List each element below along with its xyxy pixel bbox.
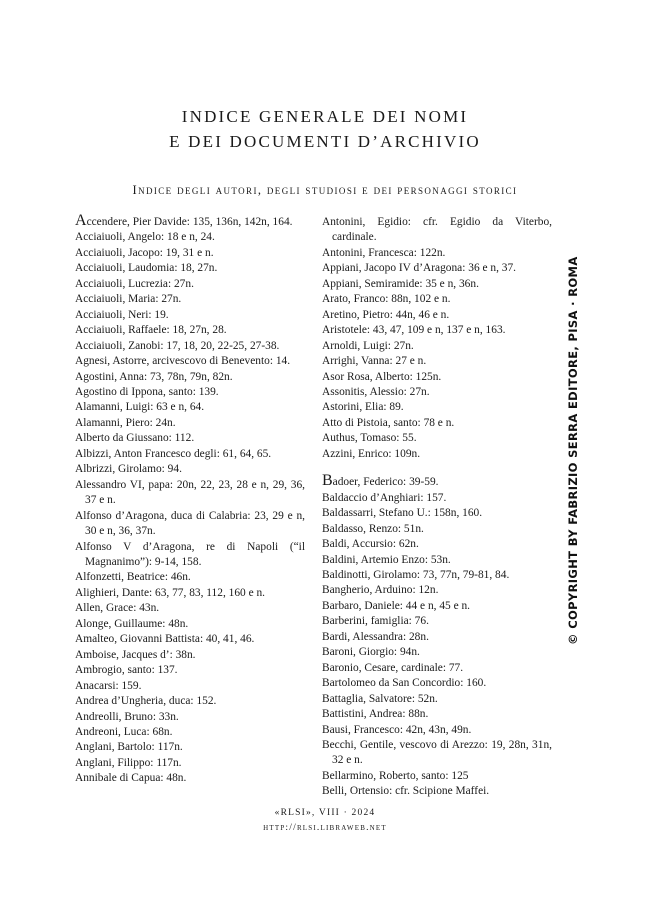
index-entry: Acciaiuoli, Neri: 19. [75,308,169,321]
index-entry: Amalteo, Giovanni Battista: 40, 41, 46. [75,633,255,646]
index-entry: Alfonso d’Aragona, duca di Calabria: 23, 29 e n, 30 e n, 36, 37n. [75,509,305,538]
index-entry: Baldasso, Renzo: 51n. [322,522,424,535]
index-entry: Badoer, Federico: 39-59. [322,472,439,490]
index-entry: Acciaiuoli, Lucrezia: 27n. [75,277,194,290]
index-entry: Baldinotti, Girolamo: 73, 77n, 79-81, 84. [322,568,510,581]
index-entry: Azzini, Enrico: 109n. [322,447,421,460]
index-entry: Bangherio, Arduino: 12n. [322,584,439,597]
index-entry: Andrea d’Ungheria, duca: 152. [75,695,217,708]
index-entry: Baldi, Accursio: 62n. [322,538,419,551]
index-entry: Atto di Pistoia, santo: 78 e n. [322,416,455,429]
index-entry: Anglani, Bartolo: 117n. [75,741,183,754]
index-entry: Albrizzi, Girolamo: 94. [75,463,182,476]
index-entry: Arrighi, Vanna: 27 e n. [322,355,427,368]
index-entry: Acciaiuoli, Raffaele: 18, 27n, 28. [75,324,227,337]
index-entry: Alfonzetti, Beatrice: 46n. [75,571,191,584]
index-entry: Albizzi, Anton Francesco degli: 61, 64, 65. [75,447,272,460]
index-entry: Barbaro, Daniele: 44 e n, 45 e n. [322,599,471,612]
index-entry: Bellarmino, Roberto, santo: 125 [322,769,469,782]
index-title-line-1: INDICE GENERALE DEI NOMI [181,107,469,126]
index-entry: Alamanni, Luigi: 63 e n, 64. [75,401,205,414]
index-entry: Andreolli, Bruno: 33n. [75,710,179,723]
index-entry: Anacarsi: 159. [75,679,142,692]
index-entry: Agostini, Anna: 73, 78n, 79n, 82n. [75,370,233,383]
index-entry: Baronio, Cesare, cardinale: 77. [322,661,464,674]
index-entry: Alonge, Guillaume: 48n. [75,617,189,630]
index-entry: Aretino, Pietro: 44n, 46 e n. [322,308,450,321]
index-title [0,104,650,154]
index-entry: Bausi, Francesco: 42n, 43n, 49n. [322,723,472,736]
index-entry: Arato, Franco: 88n, 102 e n. [322,293,451,306]
index-entry: Antonini, Egidio: cfr. Egidio da Viterbo, cardinale. [322,216,552,244]
index-entry: Accendere, Pier Davide: 135, 136n, 142n, 164. [75,212,293,229]
index-column-right [322,215,552,800]
index-entry: Acciaiuoli, Zanobi: 17, 18, 20, 22-25, 27-38. [75,339,280,352]
index-entry: Allen, Grace: 43n. [75,602,160,615]
index-entry: Baldaccio d’Anghiari: 157. [322,491,447,504]
index-entry: Ambrogio, santo: 137. [75,664,178,677]
index-entry: Antonini, Francesca: 122n. [322,246,446,259]
index-entry: Asor Rosa, Alberto: 125n. [322,370,442,383]
index-entry: Alfonso V d’Aragona, re di Napoli (“il Magnanimo”): 9-14, 158. [75,540,305,568]
index-entry: Appiani, Jacopo IV d’Aragona: 36 e n, 37. [322,262,517,275]
index-entry: Alighieri, Dante: 63, 77, 83, 112, 160 e n. [75,586,266,599]
index-entry: Belli, Ortensio: cfr. Scipione Maffei. [322,785,490,798]
journal-url[interactable]: http://rlsi.libraweb.net [263,823,387,833]
index-entry: Bartolomeo da San Concordio: 160. [322,677,487,690]
index-entry: Becchi, Gentile, vescovo di Arezzo: 19, 28n, 31n, 32 e n. [322,738,552,767]
index-entry: Baroni, Giorgio: 94n. [322,646,420,659]
index-entry: Arnoldi, Luigi: 27n. [322,339,414,352]
index-entry: Alessandro VI, papa: 20n, 22, 23, 28 e n, 29, 36, 37 e n. [75,478,305,507]
journal-footer: «RLSI», VIII · 2024 [274,808,376,818]
index-entry: Bardi, Alessandra: 28n. [322,630,429,643]
copyright-notice: © COPYRIGHT BY FABRIZIO SERRA EDITORE, PISA · ROMA [566,256,580,645]
index-entry: Acciaiuoli, Angelo: 18 e n, 24. [75,231,215,244]
index-entry: Appiani, Semiramide: 35 e n, 36n. [322,277,479,290]
index-entry: Annibale di Capua: 48n. [75,772,187,785]
index-entry: Alamanni, Piero: 24n. [75,416,176,429]
index-entry: Astorini, Elia: 89. [322,401,404,414]
index-entry: Authus, Tomaso: 55. [322,432,417,445]
index-entry: Assonitis, Alessio: 27n. [322,385,430,398]
index-entry: Battistini, Andrea: 88n. [322,708,429,721]
index-title-line-2: E DEI DOCUMENTI D’ARCHIVIO [169,132,481,151]
index-entry: Agnesi, Astorre, arcivescovo di Benevento: 14. [75,355,291,368]
section-subtitle: Indice degli autori, degli studiosi e dei personaggi storici [132,183,518,197]
index-entry: Agostino di Ippona, santo: 139. [75,385,219,398]
index-entry: Baldini, Artemio Enzo: 53n. [322,553,451,566]
index-entry: Anglani, Filippo: 117n. [75,756,182,769]
index-entry: Amboise, Jacques d’: 38n. [75,648,196,661]
index-entry: Andreoni, Luca: 68n. [75,725,173,738]
index-entry: Acciaiuoli, Laudomia: 18, 27n. [75,262,218,275]
index-column-left [75,212,305,787]
index-entry: Barberini, famiglia: 76. [322,615,429,628]
index-entry: Alberto da Giussano: 112. [75,432,195,445]
index-entry: Baldassarri, Stefano U.: 158n, 160. [322,507,483,520]
index-entry: Acciaiuoli, Maria: 27n. [75,293,182,306]
index-entry: Aristotele: 43, 47, 109 e n, 137 e n, 163. [322,324,506,337]
index-entry: Battaglia, Salvatore: 52n. [322,692,438,705]
index-entry: Acciaiuoli, Jacopo: 19, 31 e n. [75,246,214,259]
